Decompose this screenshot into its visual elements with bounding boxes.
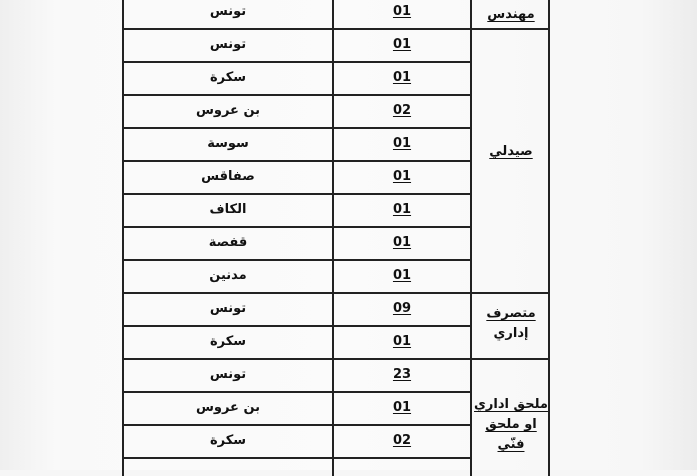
- row-divider: [122, 259, 472, 261]
- post-cell-engineer: مهندس: [487, 7, 535, 22]
- post-cell-pharmacist: صيدلي: [489, 144, 533, 159]
- city-cell: تونس: [209, 37, 247, 52]
- count-cell: 23: [392, 367, 412, 382]
- row-divider: [122, 457, 472, 459]
- count-cell: 01: [392, 37, 412, 52]
- city-cell: بن عروس: [195, 103, 261, 118]
- city-cell: تونس: [209, 4, 247, 19]
- city-cell: الكاف: [209, 202, 247, 217]
- group-divider: [470, 28, 550, 30]
- count-cell: 02: [392, 103, 412, 118]
- row-divider: [122, 193, 472, 195]
- city-cell: سكرة: [209, 70, 247, 85]
- row-divider: [122, 28, 472, 30]
- city-cell: بن عروس: [195, 400, 261, 415]
- city-cell: سكرة: [209, 433, 247, 448]
- count-cell: 01: [392, 4, 412, 19]
- row-divider: [122, 61, 472, 63]
- count-cell: 01: [392, 334, 412, 349]
- city-cell: صفاقس: [201, 169, 255, 184]
- count-cell: 01: [392, 268, 412, 283]
- row-divider: [122, 424, 472, 426]
- row-divider: [122, 325, 472, 327]
- city-cell: سكرة: [209, 334, 247, 349]
- count-cell: 02: [392, 433, 412, 448]
- city-cell: قفصة: [208, 235, 248, 250]
- row-divider: [122, 292, 550, 294]
- post-cell-attache: ملحق اداري او ملحق فنّي: [474, 397, 548, 452]
- count-cell: 01: [392, 169, 412, 184]
- count-cell: 01: [392, 70, 412, 85]
- count-cell: 09: [392, 301, 412, 316]
- row-divider: [122, 358, 550, 360]
- count-cell: 01: [392, 136, 412, 151]
- city-cell: تونس: [209, 301, 247, 316]
- count-cell: 01: [392, 235, 412, 250]
- city-cell: مدنين: [209, 268, 247, 283]
- city-cell: تونس: [209, 367, 247, 382]
- row-divider: [122, 127, 472, 129]
- count-cell: 01: [392, 400, 412, 415]
- post-cell-administrator: متصرف إداري: [486, 306, 536, 341]
- count-cell: 01: [392, 202, 412, 217]
- row-divider: [122, 94, 472, 96]
- row-divider: [122, 391, 472, 393]
- row-divider: [122, 226, 472, 228]
- city-cell: سوسة: [207, 136, 249, 151]
- row-divider: [122, 160, 472, 162]
